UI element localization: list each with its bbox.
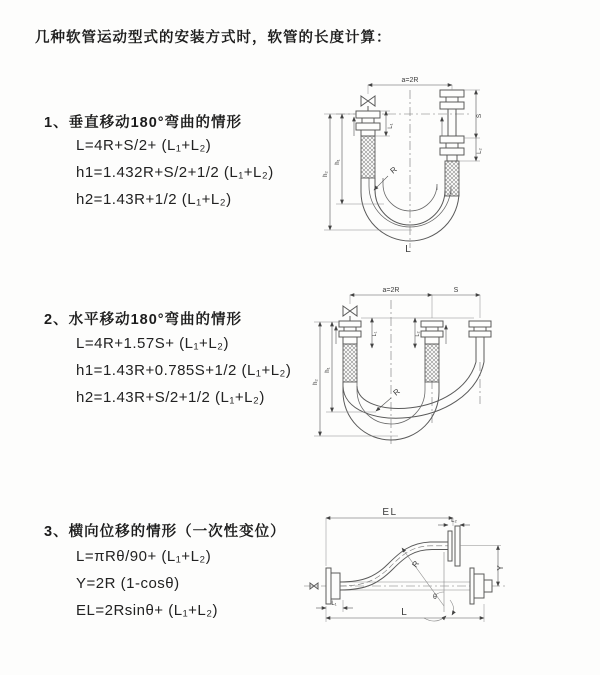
dim-L1-label: L₁ bbox=[372, 331, 378, 337]
right-flange-bottom bbox=[440, 136, 464, 161]
dim-EL-label: EL bbox=[382, 507, 398, 518]
section-3-heading: 3、横向位移的情形（一次性变位） bbox=[44, 524, 286, 540]
right-flange-top bbox=[440, 90, 464, 136]
dim-h1-label: h₁ bbox=[325, 367, 331, 373]
dim-L bbox=[326, 604, 484, 622]
dim-h1-label: h₁ bbox=[335, 159, 341, 165]
section-2-formula-h2: h2=1.43R+S/2+1/2 (L₁+L₂) bbox=[76, 389, 265, 406]
right-flange-original bbox=[470, 568, 492, 604]
dim-L2-label: L₂ bbox=[451, 518, 457, 524]
middle-braided-hose bbox=[425, 344, 439, 382]
left-flange bbox=[339, 321, 361, 344]
dim-h2-label: h₂ bbox=[323, 171, 329, 177]
right-flange bbox=[469, 321, 491, 362]
radius-construction bbox=[402, 548, 444, 612]
section-1-heading: 1、垂直移动180°弯曲的情形 bbox=[44, 115, 243, 131]
dim-L1-label: L₁ bbox=[388, 123, 394, 129]
hose-displaced bbox=[340, 542, 448, 590]
section-3-formula-L: L=πRθ/90+ (L₁+L₂) bbox=[76, 548, 212, 565]
angle-theta bbox=[424, 592, 454, 621]
section-2-formula-h1: h1=1.43R+0.785S+1/2 (L₁+L₂) bbox=[76, 362, 292, 379]
length-label: L bbox=[405, 244, 411, 255]
middle-flange bbox=[421, 321, 443, 344]
diagram-lateral-displacement bbox=[298, 500, 513, 635]
section-1-formula-h1: h1=1.432R+S/2+1/2 (L₁+L₂) bbox=[76, 164, 274, 181]
left-flange bbox=[326, 568, 340, 604]
left-braided-hose bbox=[343, 344, 357, 382]
dim-S-label: S bbox=[476, 113, 483, 119]
right-braided-hose bbox=[445, 161, 459, 196]
left-flange bbox=[356, 111, 380, 136]
diagram-horizontal-180-bend bbox=[306, 284, 498, 449]
section-1-formula-L: L=4R+S/2+ (L₁+L₂) bbox=[76, 137, 212, 154]
radius-label: R bbox=[391, 386, 402, 398]
section-3-formula-EL: EL=2Rsinθ+ (L₁+L₂) bbox=[76, 602, 219, 619]
dim-Y-label: Y bbox=[496, 565, 505, 571]
section-3-formula-Y: Y=2R (1-cosθ) bbox=[76, 575, 180, 592]
section-1-formula-h2: h2=1.43R+1/2 (L₁+L₂) bbox=[76, 191, 232, 208]
dim-L1-label: L₁ bbox=[331, 601, 337, 607]
hose-position-2 bbox=[343, 362, 484, 418]
dim-L2-label: L₂ bbox=[415, 331, 421, 337]
dim-L1 bbox=[372, 318, 378, 348]
dim-a2R-label: a=2R bbox=[401, 77, 419, 84]
dim-L-label: L bbox=[401, 607, 407, 618]
dim-L2 bbox=[415, 318, 421, 348]
dim-a2R-label: a=2R bbox=[382, 287, 400, 294]
diagram-vertical-180-bend bbox=[308, 74, 493, 256]
dim-h2-label: h₂ bbox=[313, 379, 319, 385]
dim-S bbox=[432, 287, 480, 318]
dim-L2-label: L₂ bbox=[477, 148, 483, 154]
right-flange-displaced bbox=[448, 526, 460, 566]
radius-leader bbox=[374, 165, 399, 190]
radius-label: R bbox=[388, 164, 399, 176]
section-2-heading: 2、水平移动180°弯曲的情形 bbox=[44, 312, 243, 328]
dim-L2 bbox=[438, 518, 470, 525]
left-braided-hose bbox=[361, 136, 375, 178]
page-title: 几种软管运动型式的安装方式时，软管的长度计算： bbox=[35, 30, 392, 46]
section-2-formula-L: L=4R+1.57S+ (L₁+L₂) bbox=[76, 335, 229, 352]
valve-icon bbox=[343, 306, 357, 321]
radius-label: R bbox=[410, 559, 422, 570]
dim-EL bbox=[326, 507, 453, 566]
dim-S bbox=[464, 90, 483, 138]
theta-label: θ bbox=[433, 594, 437, 601]
dim-L1 bbox=[316, 600, 353, 612]
valve-icon bbox=[361, 96, 375, 111]
dim-S-label: S bbox=[453, 287, 459, 294]
radius-leader bbox=[376, 387, 402, 411]
